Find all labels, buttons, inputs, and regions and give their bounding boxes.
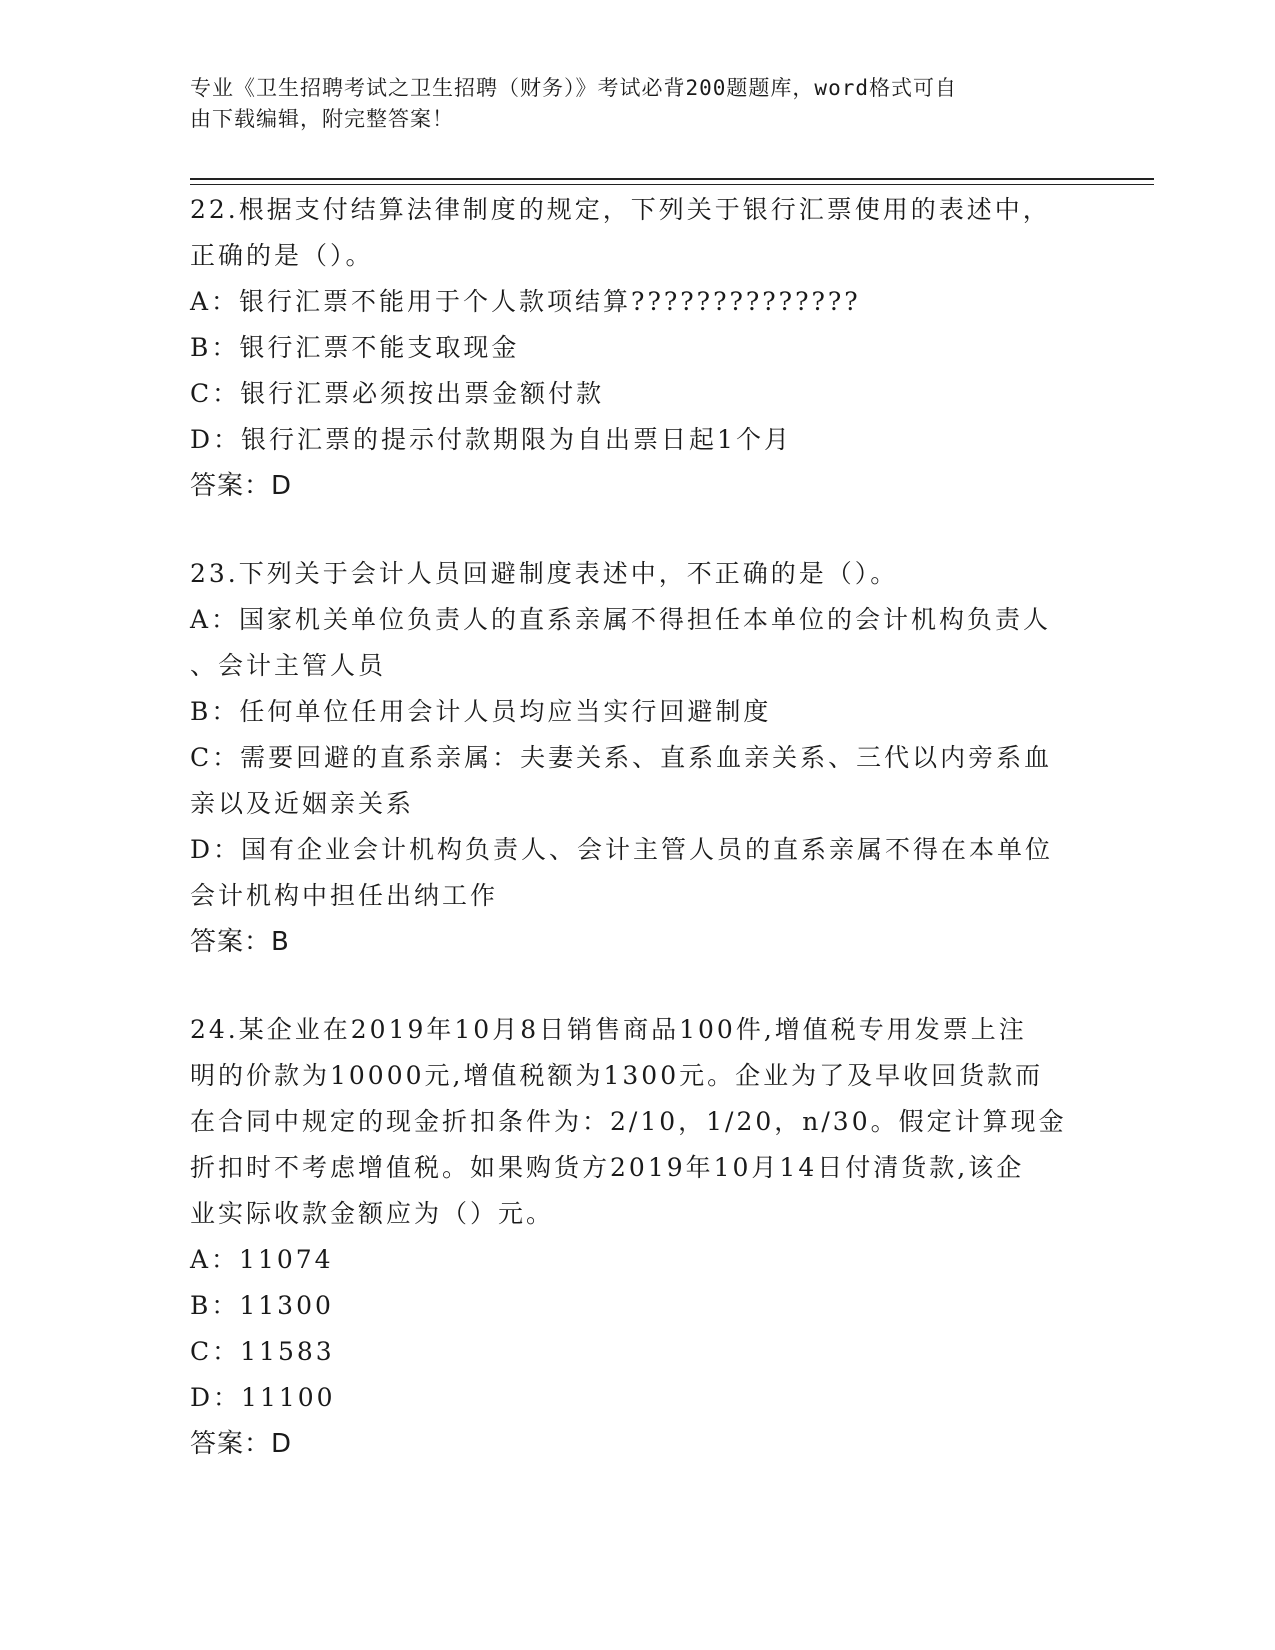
option-b: B：任何单位任用会计人员均应当实行回避制度 xyxy=(190,697,772,726)
question-stem-line: 明的价款为10000元,增值税额为1300元。企业为了及早收回货款而 xyxy=(190,1061,1044,1090)
document-header xyxy=(190,73,1070,135)
option-a: A：11074 xyxy=(190,1245,334,1274)
question-stem-line: 23.下列关于会计人员回避制度表述中，不正确的是（）。 xyxy=(190,559,899,588)
answer-label: 答案：D xyxy=(190,1429,293,1459)
header-line-1: 专业《卫生招聘考试之卫生招聘（财务）》考试必背200题题库，word格式可自 xyxy=(190,76,957,100)
question-24 xyxy=(190,1007,1090,1467)
option-d: D：11100 xyxy=(190,1383,336,1412)
option-c-continued: 亲以及近姻亲关系 xyxy=(190,789,415,818)
header-line-2: 由下载编辑，附完整答案！ xyxy=(190,107,454,131)
question-23 xyxy=(190,551,1090,965)
question-stem-line: 24.某企业在2019年10月8日销售商品100件,增值税专用发票上注 xyxy=(190,1015,1027,1044)
question-stem-line: 业实际收款金额应为（）元。 xyxy=(190,1199,555,1228)
option-b: B：银行汇票不能支取现金 xyxy=(190,333,520,362)
option-c: C：银行汇票必须按出票金额付款 xyxy=(190,379,605,408)
option-b: B：11300 xyxy=(190,1291,334,1320)
answer-label: 答案：D xyxy=(190,471,293,501)
option-a-continued: 、会计主管人员 xyxy=(190,651,387,680)
option-d: D：国有企业会计机构负责人、会计主管人员的直系亲属不得在本单位 xyxy=(190,835,1054,864)
header-divider-thick xyxy=(190,178,1154,180)
answer-label: 答案：B xyxy=(190,927,290,957)
option-a: A：银行汇票不能用于个人款项结算?????????????? xyxy=(190,287,861,316)
question-stem-line: 正确的是（）。 xyxy=(190,241,374,270)
header-divider-thin xyxy=(190,184,1154,185)
option-c: C：需要回避的直系亲属：夫妻关系、直系血亲关系、三代以内旁系血 xyxy=(190,743,1053,772)
question-22 xyxy=(190,187,1090,509)
option-c: C：11583 xyxy=(190,1337,335,1366)
question-stem-line: 22.根据支付结算法律制度的规定，下列关于银行汇票使用的表述中， xyxy=(190,195,1051,224)
question-stem-line: 在合同中规定的现金折扣条件为：2/10，1/20，n/30。假定计算现金 xyxy=(190,1107,1067,1136)
option-d: D：银行汇票的提示付款期限为自出票日起1个月 xyxy=(190,425,792,454)
question-stem-line: 折扣时不考虑增值税。如果购货方2019年10月14日付清货款,该企 xyxy=(190,1153,1025,1182)
option-d-continued: 会计机构中担任出纳工作 xyxy=(190,881,499,910)
option-a: A：国家机关单位负责人的直系亲属不得担任本单位的会计机构负责人 xyxy=(190,605,1052,634)
